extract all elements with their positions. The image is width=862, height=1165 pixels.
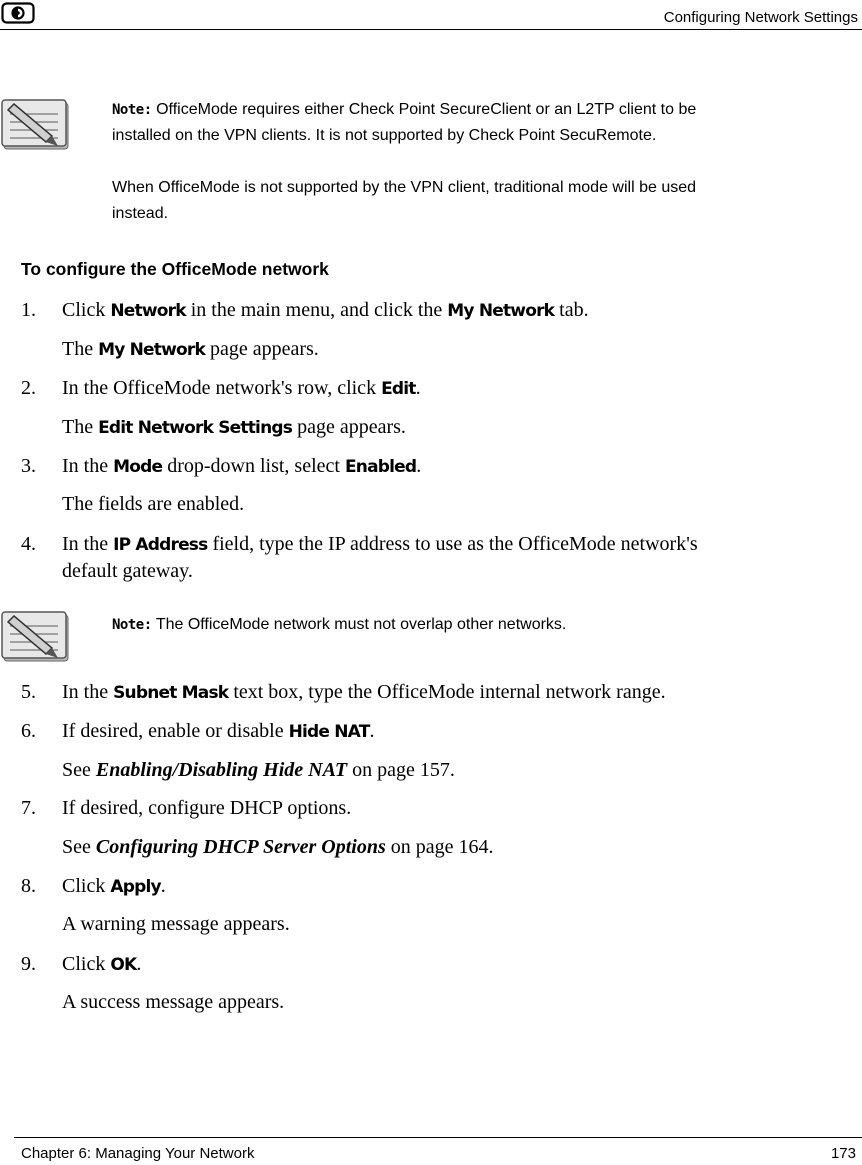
step-text: page appears. xyxy=(292,416,406,438)
ui-term: Subnet Mask xyxy=(113,683,229,703)
step-text: See xyxy=(62,759,96,781)
ui-term: IP Address xyxy=(113,535,208,555)
note-line: instead. xyxy=(112,205,169,222)
step-text: page appears. xyxy=(204,338,319,360)
ui-term: Enabled xyxy=(344,457,417,477)
note-box xyxy=(112,97,812,149)
step-text: If desired, configure DHCP options. xyxy=(62,797,352,819)
ui-term: Apply xyxy=(110,877,161,897)
step-text: in the main menu, and click the xyxy=(185,299,448,321)
step-result xyxy=(62,757,822,783)
step-result xyxy=(62,834,822,860)
footer-rule xyxy=(14,1137,862,1138)
step-text: default gateway. xyxy=(62,560,193,582)
step-text: . xyxy=(416,455,422,477)
step-result: The fields are enabled. xyxy=(62,493,245,515)
step-text: field, type the IP address to use as the OfficeMode network's xyxy=(207,533,698,555)
note-notepad-icon xyxy=(0,608,72,666)
ui-term: OK xyxy=(110,955,137,975)
safe-logo-icon xyxy=(1,2,35,24)
step-text: If desired, enable or disable xyxy=(62,720,289,742)
step-text: on page 164. xyxy=(385,836,494,858)
note-label: Note: xyxy=(112,102,152,118)
step-text: The xyxy=(62,338,99,360)
step-result xyxy=(62,336,822,363)
note-box xyxy=(112,612,812,638)
note-label: Note: xyxy=(112,617,152,633)
step-text: . xyxy=(136,953,142,975)
cross-reference-link[interactable]: Enabling/Disabling Hide NAT xyxy=(95,759,348,781)
step-number: 3. xyxy=(21,455,36,477)
step-text: See xyxy=(62,836,96,858)
step-text: In the xyxy=(62,455,114,477)
note-line: The OfficeMode network must not overlap other networks. xyxy=(155,616,567,633)
step-text: Click xyxy=(62,875,111,897)
step-number: 5. xyxy=(21,681,36,703)
step-number: 9. xyxy=(21,953,36,975)
step-text: The xyxy=(62,416,99,438)
step-number: 2. xyxy=(21,377,36,399)
step-text: . xyxy=(160,875,166,897)
note-line: OfficeMode requires either Check Point SecureClient or an L2TP client to be xyxy=(156,101,697,118)
step-text: . xyxy=(369,720,375,742)
note-line: installed on the VPN clients. It is not supported by Check Point SecuRemote. xyxy=(112,127,657,144)
page-number: 173 xyxy=(830,1145,856,1162)
step-text: In the OfficeMode network's row, click xyxy=(62,377,382,399)
ui-term: My Network xyxy=(98,340,205,360)
header-rule xyxy=(0,29,862,30)
step-result: A warning message appears. xyxy=(62,913,290,935)
step-number: 7. xyxy=(21,797,36,819)
step-text: Click xyxy=(62,953,111,975)
step-number: 1. xyxy=(21,299,36,321)
ui-term: Edit Network Settings xyxy=(98,418,293,438)
step-text: In the xyxy=(62,533,114,555)
note-notepad-icon xyxy=(0,96,72,154)
ui-term: Edit xyxy=(381,379,416,399)
step-text: drop-down list, select xyxy=(162,455,345,477)
procedure-heading: To configure the OfficeMode network xyxy=(21,259,329,279)
step-result: A success message appears. xyxy=(62,991,285,1013)
step-text: In the xyxy=(62,681,114,703)
step-text: . xyxy=(415,377,421,399)
note-box xyxy=(112,175,812,227)
step-number: 8. xyxy=(21,875,36,897)
ui-term: My Network xyxy=(447,301,555,321)
ui-term: Mode xyxy=(113,457,163,477)
cross-reference-link[interactable]: Configuring DHCP Server Options xyxy=(95,836,386,858)
step-text: text box, type the OfficeMode internal network range. xyxy=(228,681,666,703)
ui-term: Network xyxy=(110,301,186,321)
step-text: on page 157. xyxy=(347,759,455,781)
ui-term: Hide NAT xyxy=(288,722,370,742)
page-header-title: Configuring Network Settings xyxy=(663,9,858,26)
step-text: tab. xyxy=(554,299,589,321)
footer-chapter: Chapter 6: Managing Your Network xyxy=(21,1145,255,1162)
note-line: When OfficeMode is not supported by the VPN client, traditional mode will be used xyxy=(112,179,697,196)
step-number: 6. xyxy=(21,720,36,742)
step-text: Click xyxy=(62,299,111,321)
step-number: 4. xyxy=(21,533,36,555)
step-result xyxy=(62,414,822,441)
